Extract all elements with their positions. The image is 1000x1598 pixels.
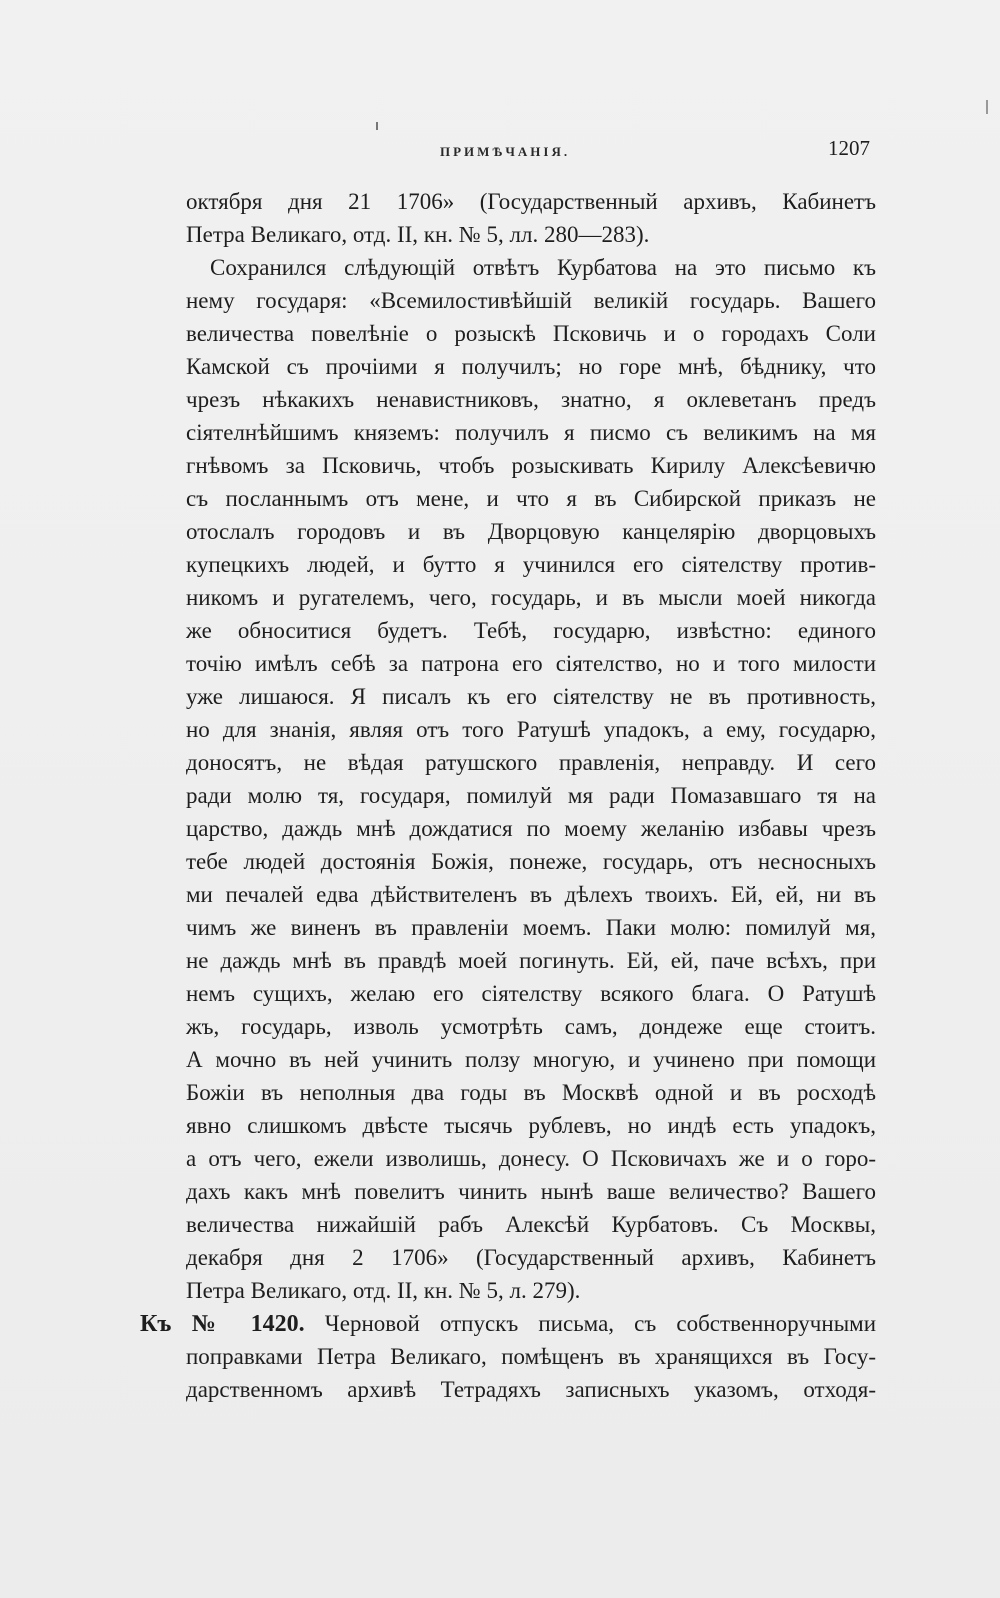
text-line: величества нижайшій рабъ Алексѣй Курбатовъ. Съ Москвы,	[186, 1212, 876, 1237]
text-line: Камской съ прочіими я получилъ; но горе мнѣ, бѣднику, что	[186, 354, 876, 379]
text-line: купецкихъ людей, и бутто я учинился его сіятелству против-	[186, 552, 876, 577]
body-text	[186, 185, 876, 1307]
text-line: отослалъ городовъ и въ Дворцовую канцелярію дворцовыхъ	[186, 519, 876, 544]
page-header	[0, 136, 1000, 176]
text-line: октября дня 21 1706» (Государственный архивъ, Кабинетъ	[186, 189, 876, 214]
text-line: поправками Петра Великаго, помѣщенъ въ хранящихся въ Госу-	[186, 1344, 876, 1369]
print-mark	[376, 122, 378, 130]
section-first-line	[140, 1307, 876, 1340]
text-line: сіятелнѣйшимъ княземъ: получилъ я писмо съ великимъ на мя	[186, 420, 876, 445]
text-line: ради молю тя, государя, помилуй мя ради Помазавшаго тя на	[186, 783, 876, 808]
text-line: точію имѣлъ себѣ за патрона его сіятелство, но и того милости	[186, 651, 876, 676]
text-line: гнѣвомъ за Псковичь, чтобъ розыскивать Кирилу Алексѣевичю	[186, 453, 876, 478]
text-line: дарственномъ архивѣ Тетрадяхъ записныхъ указомъ, отходя-	[186, 1377, 876, 1402]
text-line: тебе людей достоянія Божія, понеже, государь, отъ несносныхъ	[186, 849, 876, 874]
text-line: дахъ какъ мнѣ повелитъ чинить нынѣ ваше величество? Вашего	[186, 1179, 876, 1204]
text-line: съ посланнымъ отъ мене, и что я въ Сибирской приказъ не	[186, 486, 876, 511]
edge-mark	[986, 100, 988, 114]
text-line: царство, даждь мнѣ дождатися по моему желанію избавы чрезъ	[186, 816, 876, 841]
section-ko-1420	[140, 1307, 876, 1406]
text-line: А мочно въ ней учинить ползу многую, и учинено при помощи	[186, 1047, 876, 1072]
running-head: ПРИМѢЧАНІЯ.	[440, 144, 571, 159]
page-number: 1207	[828, 136, 870, 160]
text-line: чрезъ нѣкакихъ ненавистниковъ, знатно, я оклеветанъ предъ	[186, 387, 876, 412]
text-line: Божіи въ неполныя два годы въ Москвѣ одной и въ росходѣ	[186, 1080, 876, 1105]
text-line: жъ, государь, изволь усмотрѣть самъ, дондеже еще стоитъ.	[186, 1014, 876, 1039]
text-line: Петра Великаго, отд. II, кн. № 5, л. 279).	[186, 1278, 581, 1303]
text-line: не даждь мнѣ въ правдѣ моей погинуть. Ей, ей, паче всѣхъ, при	[186, 948, 876, 973]
text-line: но для знанія, являя отъ того Ратушѣ упадокъ, а ему, государю,	[186, 717, 876, 742]
text-line: а отъ чего, ежели изволишь, донесу. О Псковичахъ же и о горо-	[186, 1146, 876, 1171]
section-title: Къ № 1420.	[140, 1311, 305, 1337]
text-line: величества повелѣніе о розыскѣ Псковичь и о городахъ Соли	[186, 321, 876, 346]
text-line: декабря дня 2 1706» (Государственный архивъ, Кабинетъ	[186, 1245, 876, 1270]
text-line: же обноситися будетъ. Тебѣ, государю, извѣстно: единого	[186, 618, 876, 643]
text-line: явно слишкомъ двѣсте тысячь рублевъ, но индѣ есть упадокъ,	[186, 1113, 876, 1138]
text-line: уже лишаюся. Я писалъ къ его сіятелству не въ противность,	[186, 684, 876, 709]
section-first-line-text: Черновой отпускъ письма, съ собственноручными	[324, 1311, 877, 1336]
text-line: нему государя: «Всемилостивѣйшій великій государь. Вашего	[186, 288, 876, 313]
text-line: Петра Великаго, отд. II, кн. № 5, лл. 280—283).	[186, 222, 650, 247]
text-line: доносятъ, не вѣдая ратушского правленія, неправду. И сего	[186, 750, 876, 775]
text-line: Сохранился слѣдующій отвѣтъ Курбатова на это письмо къ	[210, 255, 876, 280]
text-line: никомъ и ругателемъ, чего, государь, и въ мысли моей никогда	[186, 585, 876, 610]
text-line: ми печалей едва дѣйствителенъ въ дѣлехъ твоихъ. Ей, ей, ни въ	[186, 882, 876, 907]
text-line: немъ сущихъ, желаю его сіятелству всякого блага. О Ратушѣ	[186, 981, 876, 1006]
text-line: чимъ же виненъ въ правленіи моемъ. Паки молю: помилуй мя,	[186, 915, 876, 940]
